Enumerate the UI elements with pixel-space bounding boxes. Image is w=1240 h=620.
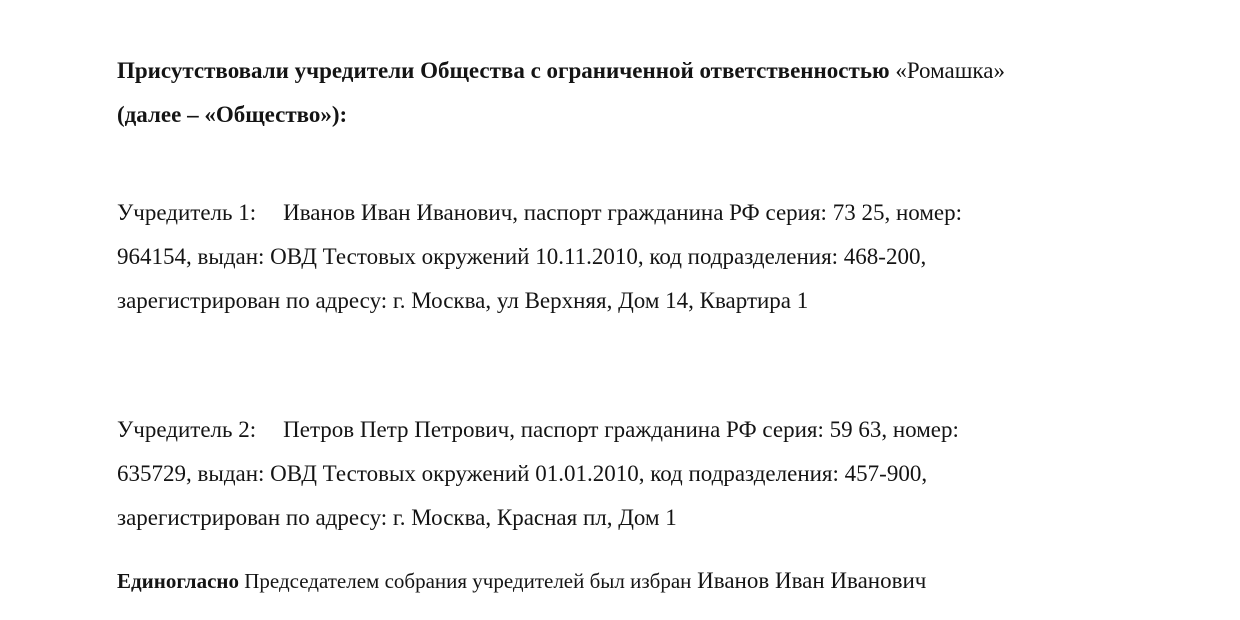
chairman-name: Иванов Иван Иванович [691,568,927,593]
decision-bold: Единогласно [117,569,240,593]
decision-text: Председателем собрания учредителей был избран [239,569,692,593]
company-name: «Ромашка» [889,58,1005,83]
founder-2-line-3: зарегистрирован по адресу: г. Москва, Красная пл, Дом 1 [117,505,677,530]
founder-2-name-line: Петров Петр Петрович, паспорт гражданина РФ серия: 59 63, номер: [283,417,959,442]
founder-2-line-2: 635729, выдан: ОВД Тестовых окружений 01.01.2010, код подразделения: 457-900, [117,461,928,486]
founder-1-line-3: зарегистрирован по адресу: г. Москва, ул Верхняя, Дом 14, Квартира 1 [117,288,809,313]
founder-2-line-1 [117,415,959,445]
founder-2-label: Учредитель 2: [117,417,257,442]
intro-bold-text: Присутствовали учредители Общества с ограниченной ответственностью [117,58,890,83]
founder-1-line-2: 964154, выдан: ОВД Тестовых окружений 10.11.2010, код подразделения: 468-200, [117,244,927,269]
founder-1-label: Учредитель 1: [117,200,257,225]
founder-1-line-1 [117,198,962,228]
founder-1-name-line: Иванов Иван Иванович, паспорт гражданина РФ серия: 73 25, номер: [283,200,962,225]
intro-line-1 [117,56,1005,86]
intro-line-2: (далее – «Общество»): [117,102,348,127]
decision-line [117,566,926,596]
